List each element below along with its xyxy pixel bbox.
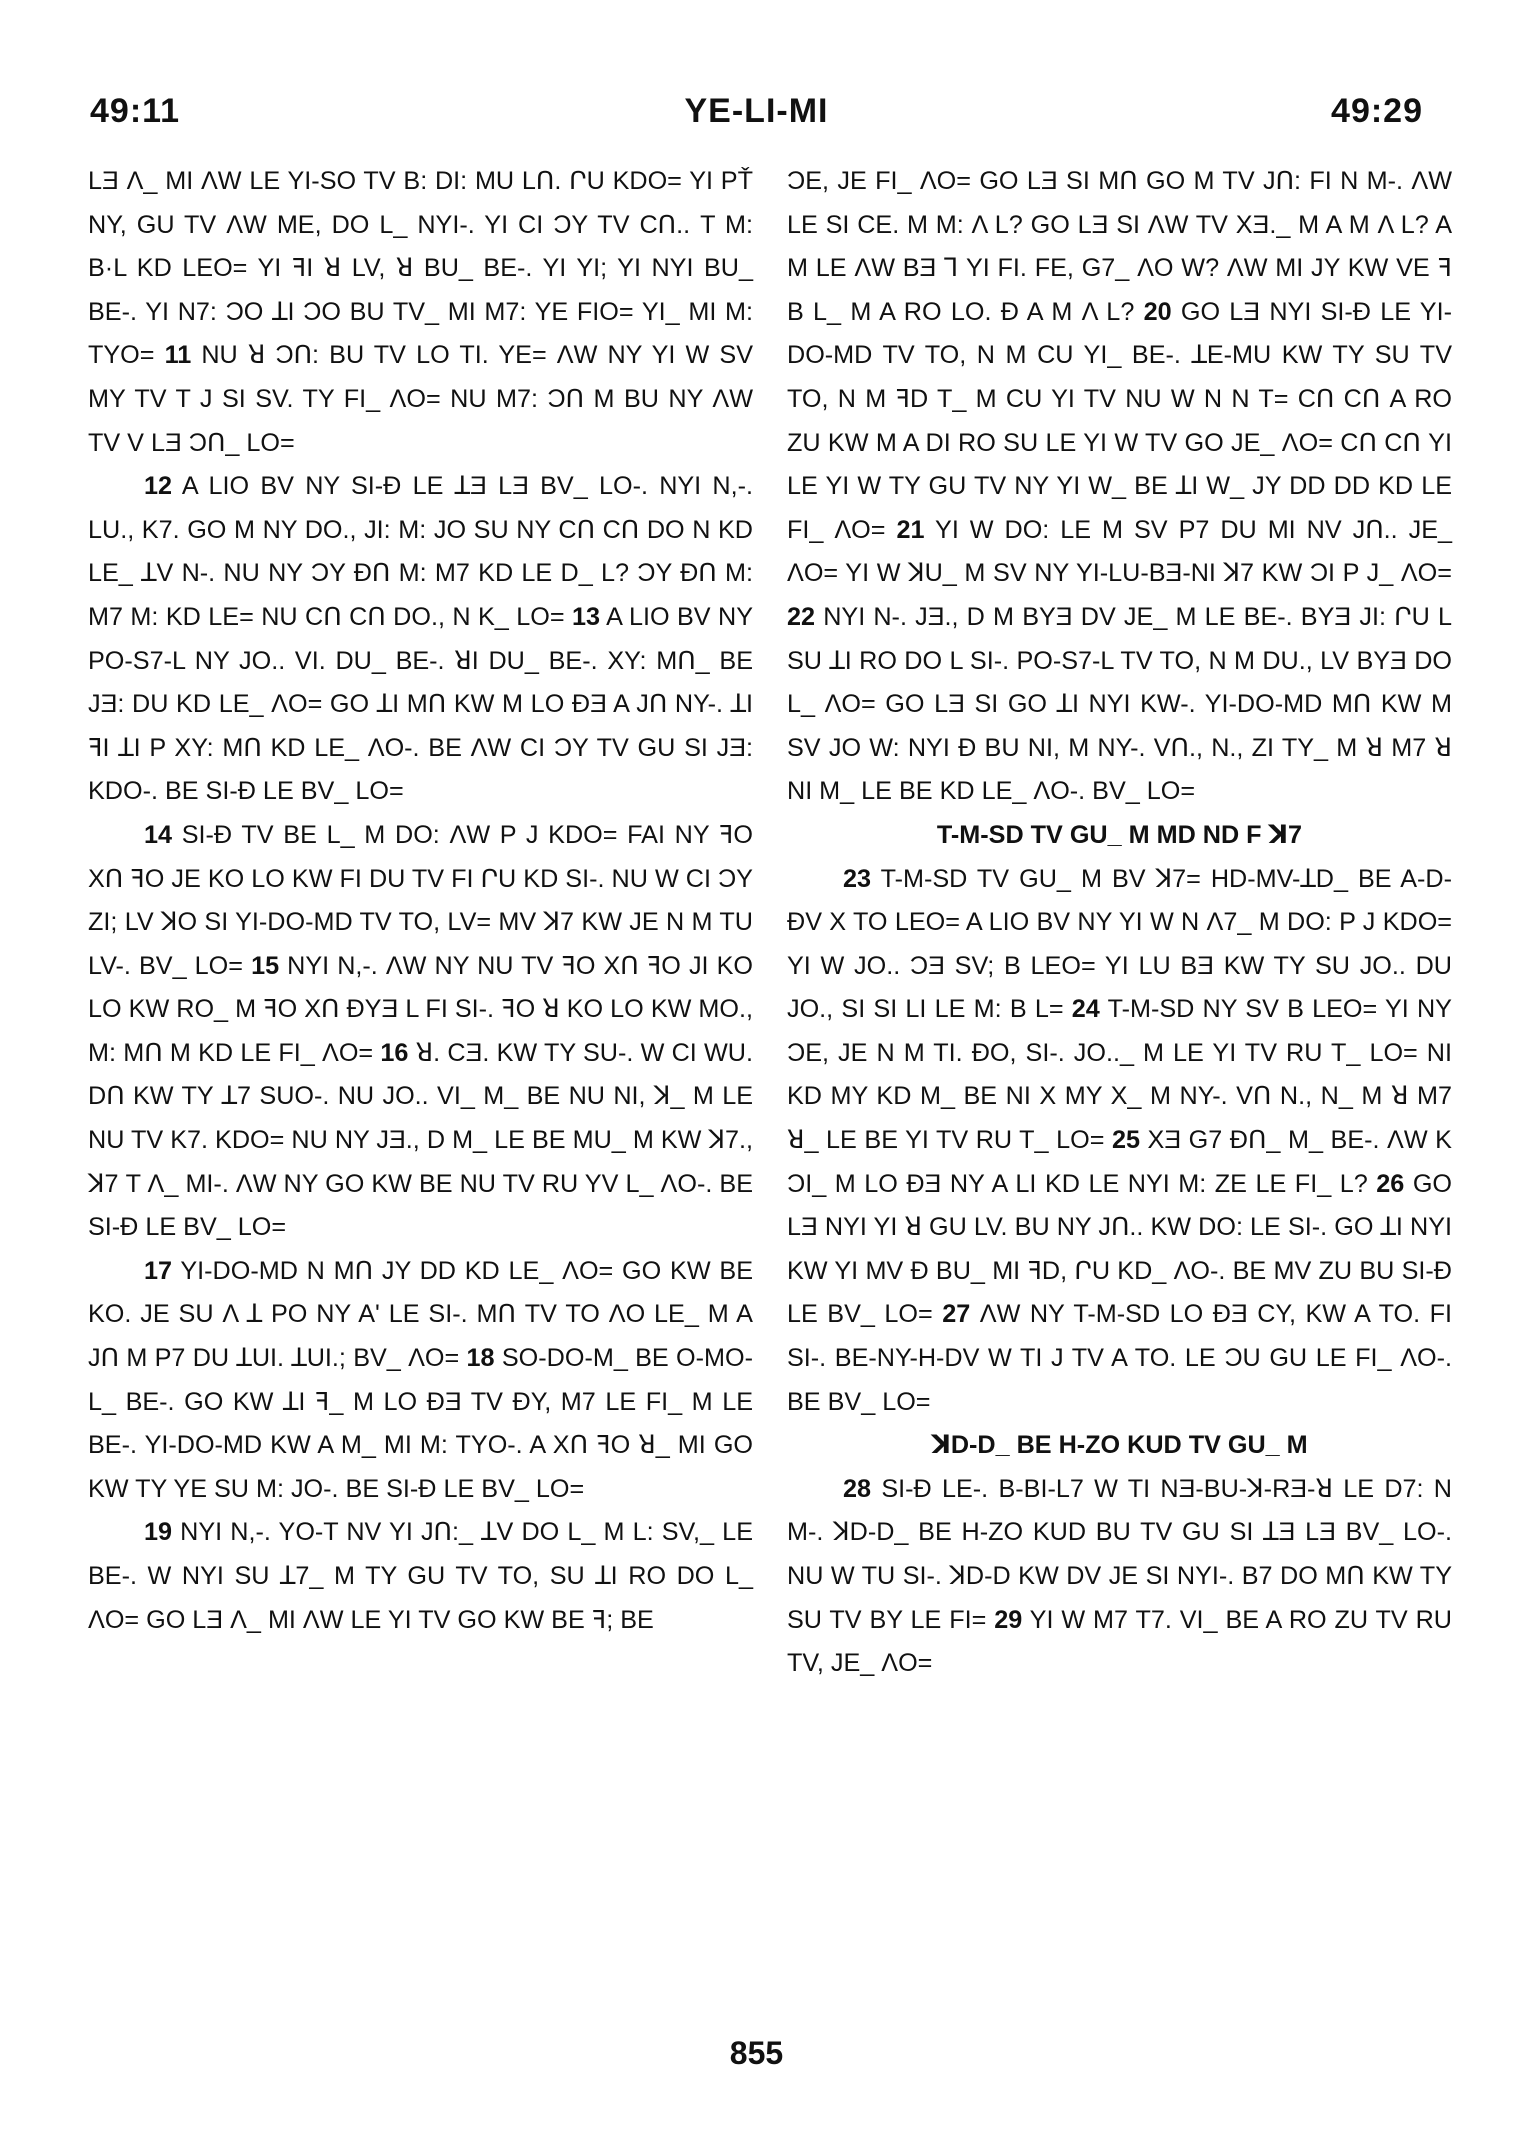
verse-text: NYI N-. JƎ., D M BYƎ DV JE_ M LE BE-. BYƎ JI: ՐU L SU ꓕI RO DO L SI-. PO-S7-L TV TO, N M DU., LV BYƎ DO L_ ΛO= GO LƎ SI GO ꓕI NYI KW-. YI-DO-MD MՈ KW M SV JO W: NYI Ɖ BU NI, M NY-. VՈ., N., ZI TY_ M ꓤ M7 ꓤ NI M_ LE BE KD LE_ ΛO-. BV_ LO= — [787, 602, 1452, 806]
verse-text: ϽE, JE FI_ ΛO= GO LƎ SI MՈ GO M TV JՈ: FI N M-. ΛW LE SI CE. M M: Λ L? GO LƎ SI ΛW TV XƎ._ M A M Λ L? A M LE ΛW BƎ ꓶ YI FI. FE, G7_ ΛO W? ΛW MI JY KW VE ꟻ B L_ M A RO LO. Ɖ A M Λ L? — [787, 167, 1452, 326]
verse-text: ΛW NY T-M-SD LO ƉƎ CY, KW A TO. FI SI-. BE-NY-H-DV W TI J TV A TO. LE ϽU GU LE FI_ ΛO-. BE BV_ LO= — [787, 1300, 1453, 1416]
verse-number: 22 — [787, 602, 816, 631]
verse-text: A LIO BV NY PO-S7-L NY JO.. VI. DU_ BE-. ꓤI DU_ BE-. XY: MՈ_ BE JƎ: DU KD LE_ ΛO= GO ꓕI MՈ KW M LO ƉƎ A JՈ NY-. ꓕI ꟻI ꓕI P XY: MՈ KD LE_ ΛO-. BE ΛW CI ϽY TV GU SI JƎ: KDO-. BE SI-Ɖ LE BV_ LO= — [88, 602, 754, 806]
verse-number: 25 — [1111, 1126, 1140, 1155]
verse-number: 20 — [1143, 297, 1172, 326]
paragraph — [88, 1511, 753, 1642]
verse-number: 24 — [1071, 995, 1100, 1024]
paragraph — [787, 858, 1452, 1425]
paragraph — [787, 1468, 1452, 1686]
paragraph — [787, 160, 1452, 814]
verse-text: SI-Ɖ TV BE L_ M DO: ΛW P J KDO= FAI NY ꟻO XՈ ꟻO JE KO LO KW FI DU TV FI ՐU KD SI-. NU W CI ϽY ZI; LV ꓘO SI YI-DO-MD TV TO, LV= MV ꓘ7 KW JE N M TU LV-. BV_ LO= — [88, 820, 753, 980]
header-chapter-verse-left: 49:11 — [90, 92, 181, 130]
verse-text: YI-DO-MD N MՈ JY DD KD LE_ ΛO= GO KW BE KO. JE SU Λ ꓕ PO NY A' LE SI-. MՈ TV TO ΛO LE_ M A JՈ M P7 DU ꓕUI. ꓕUI.; BV_ ΛO= — [88, 1256, 753, 1373]
verse-text: T-M-SD NY SV B LEO= YI NY ϽE, JE N M TI. ƉO, SI-. JO.._ M LE YI TV RU T_ LO= NI KD MY KD M_ BE NI X MY X_ M NY-. VՈ N., N_ M ꓤ M7 ꓤ_ LE BE YI TV RU T_ LO= — [787, 995, 1452, 1155]
section-heading: T-M-SD TV GU_ M MD ND F ꓘ7 — [936, 820, 1303, 849]
verse-number: 23 — [843, 864, 872, 893]
verse-text: YI W M7 T7. VI_ BE A RO ZU TV RU TV, JE_ ΛO= — [787, 1605, 1452, 1678]
verse-text: T-M-SD TV GU_ M BV ꓘ7= HD-MV-ꓕD_ BE A-D-ƉV X TO LEO= A LIO BV NY YI W N Λ7_ M DO: P J KDO= YI W JO.. ϽƎ SV; B LEO= YI LU BƎ KW TY SU JO.. DU JO., SI SI LI LE M: B L= — [787, 864, 1452, 1024]
verse-text: GO LƎ NYI YI ꓤ GU LV. BU NY JՈ.. KW DO: LE SI-. GO ꓕI NYI KW YI MV Ɖ BU_ MI ꟻD, ՐU KD_ ΛO-. BE MV ZU BU SI-Ɖ LE BV_ LO= — [787, 1169, 1452, 1329]
paragraph — [88, 160, 753, 465]
verse-number: 17 — [144, 1256, 173, 1285]
verse-number: 16 — [380, 1038, 409, 1067]
verse-text: NYI N,-. YO-T NV YI JՈ:_ ꓕV DO L_ M L: SV,_ LE BE-. W NYI SU ꓕ7_ M TY GU TV TO, SU ꓕI RO DO L_ ΛO= GO LƎ Λ_ MI ΛW LE YI TV GO KW BE ꟻ; BE — [88, 1518, 753, 1634]
verse-number: 26 — [1376, 1169, 1405, 1198]
verse-number: 14 — [144, 820, 173, 849]
verse-number: 28 — [843, 1474, 872, 1503]
verse-text: ꓤ. CƎ. KW TY SU-. W CI WU. DՈ KW TY ꓕ7 SUO-. NU JO.. VI_ M_ BE NU NI, ꓘ_ M LE NU TV K7. KDO= NU NY JƎ., D M_ LE BE MU_ M KW ꓘ7., ꓘ7 T Λ_ MI-. ΛW NY GO KW BE NU TV RU YV L_ ΛO-. BE SI-Ɖ LE BV_ LO= — [88, 1038, 753, 1242]
verse-text: SO-DO-M_ BE O-MO-L_ BE-. GO KW ꓕI ꟻ_ M LO ƉƎ TV ƉY, M7 LE FI_ M LE BE-. YI-DO-MD KW A M_ MI M: TYO-. A XՈ ꟻO ꓤ_ MI GO KW TY YE SU M: JO-. BE SI-Ɖ LE BV_ LO= — [88, 1344, 753, 1503]
right-text-column — [787, 160, 1452, 1686]
page-number: 855 — [729, 2035, 784, 2071]
verse-text: YI W DO: LE M SV P7 DU MI NV JՈ.. JE_ ΛO= YI W ꓘU_ M SV NY YI-LU-BƎ-NI ꓘ7 KW ϽI P J_ ΛO= — [787, 515, 1453, 588]
paragraph — [88, 1250, 753, 1512]
verse-text: A LIO BV NY SI-Ɖ LE ꓕƎ LƎ BV_ LO-. NYI N,-. LU., K7. GO M NY DO., JI: M: JO SU NY CՈ CՈ DO N KD LE_ ꓕV N-. NU NY ϽY ƉՈ M: M7 KD LE D_ L? ϽY ƉՈ M: M7 M: KD LE= NU CՈ CՈ DO., N K_ LO= — [88, 472, 753, 631]
paragraph — [88, 465, 753, 814]
verse-text: NYI N,-. ΛW NY NU TV ꟻO XՈ ꟻO JI KO LO KW RO_ M ꟻO XՈ ƉYƎ L FI SI-. ꟻO ꓤ KO LO KW MO., M: MՈ M KD LE FI_ ΛO= — [88, 951, 754, 1067]
verse-number: 18 — [466, 1344, 495, 1373]
verse-number: 29 — [994, 1605, 1023, 1634]
verse-text: NU ꓤ ϽՈ: BU TV LO TI. YE= ΛW NY YI W SV MY TV T J SI SV. TY FI_ ΛO= NU M7: ϽՈ M BU NY ΛW TV V LƎ ϽՈ_ LO= — [88, 341, 754, 457]
verse-text: GO LƎ NYI SI-Ɖ LE YI-DO-MD TV TO, N M CU YI_ BE-. ꓕE-MU KW TY SU TV TO, N M ꟻD T_ M CU YI TV NU W N N T= CՈ CՈ A RO ZU KW M A DI RO SU LE YI W TV GO JE_ ΛO= CՈ CՈ YI LE YI W TY GU TV NY YI W_ BE ꓕI W_ JY DD DD KD LE FI_ ΛO= — [787, 297, 1452, 544]
header-book-title: YE-LI-MI — [684, 92, 829, 130]
verse-number: 15 — [251, 951, 280, 980]
verse-text: LƎ Λ_ MI ΛW LE YI-SO TV B: DI: MU LՈ. ՐU KDO= YI PŤ NY, GU TV ΛW ME, DO L_ NYI-. YI CI ϽY TV CՈ.. T M: B·L KD LEO= YI ꟻI ꓤ LV, ꓤ BU_ BE-. YI YI; YI NYI BU_ BE-. YI N7: ϽO ꓕI ϽO BU TV_ MI M7: YE FIO= YI_ MI M: TYO= — [88, 167, 753, 370]
verse-number: 13 — [572, 602, 601, 631]
section-heading: ꓘD-D_ BE H-ZO KUD TV GU_ M — [931, 1431, 1308, 1460]
left-text-column — [88, 160, 753, 1642]
verse-number: 11 — [164, 341, 192, 370]
verse-number: 19 — [144, 1518, 173, 1547]
paragraph — [88, 814, 753, 1250]
verse-number: 12 — [144, 472, 173, 501]
verse-text: XƎ G7 ƉՈ_ M_ BE-. ΛW K ϽI_ M LO ƉƎ NY A LI KD LE NYI M: ZE LE FI_ L? — [787, 1126, 1452, 1198]
verse-text: SI-Ɖ LE-. B-BI-L7 W TI NƎ-BU-ꓘ-RƎ-ꓤ LE D7: N M-. ꓘD-D_ BE H-ZO KUD BU TV GU SI ꓕƎ LƎ BV_ LO-. NU W TU SI-. ꓘD-D KW DV JE SI NYI-. B7 DO MՈ KW TY SU TV BY LE FI= — [787, 1474, 1452, 1634]
verse-number: 21 — [896, 515, 925, 544]
header-chapter-verse-right: 49:29 — [1331, 92, 1423, 130]
verse-number: 27 — [942, 1300, 971, 1329]
